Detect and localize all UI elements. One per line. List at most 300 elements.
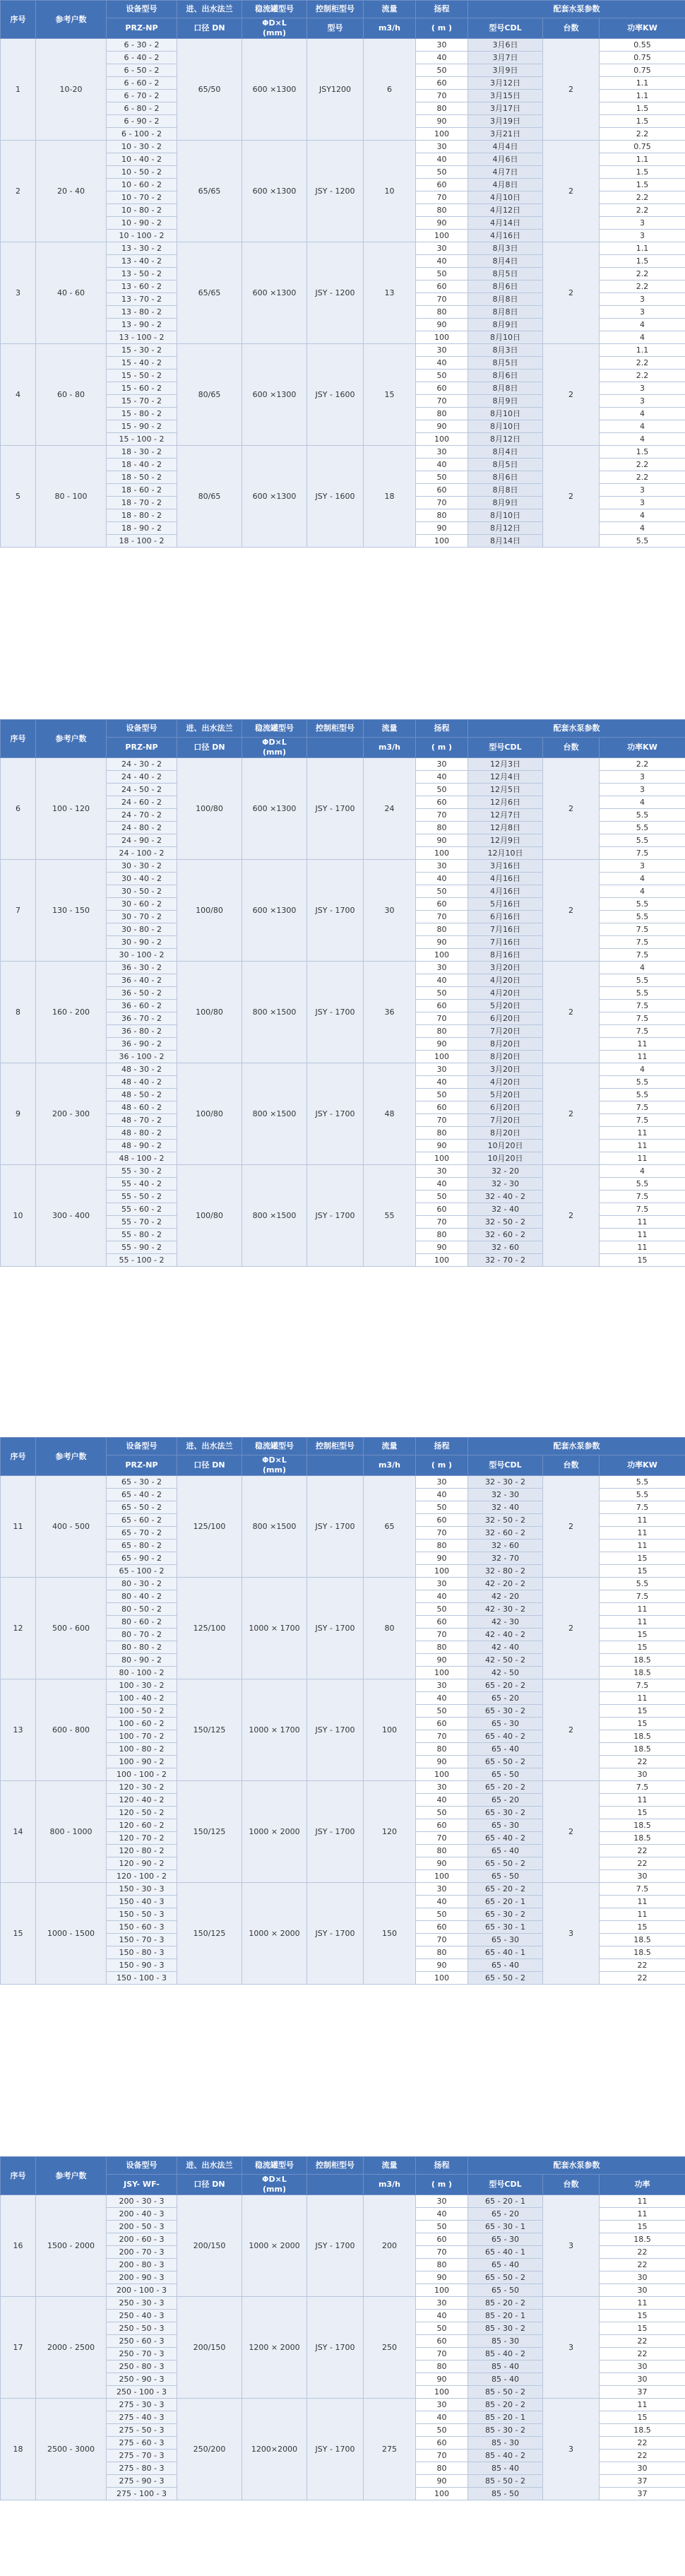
- cabinet-cell: JSY - 1700: [307, 1781, 364, 1883]
- pump-power-cell: 30: [600, 1768, 685, 1781]
- header-tank-dims: ΦD×L: [262, 738, 287, 747]
- pump-model-cell: 65 - 40 - 2: [468, 1730, 543, 1743]
- pump-power-cell: 11: [600, 1127, 685, 1140]
- pump-power-cell: 30: [600, 2373, 685, 2386]
- seq-cell: 2: [1, 141, 36, 242]
- pump-power-cell: 1.5: [600, 166, 685, 179]
- pump-power-cell: 11: [600, 1051, 685, 1063]
- seq-cell: 6: [1, 758, 36, 860]
- lift-cell: 100: [416, 1972, 468, 1985]
- pump-power-cell: 5.5: [600, 987, 685, 1000]
- seq-cell: 18: [1, 2399, 36, 2500]
- pump-model-cell: 3月21日: [468, 128, 543, 141]
- pump-model-cell: 65 - 30: [468, 1718, 543, 1730]
- model-cell: 13 - 40 - 2: [107, 255, 177, 268]
- model-cell: 55 - 90 - 2: [107, 1241, 177, 1254]
- pump-model-cell: 12月8日: [468, 822, 543, 834]
- lift-cell: 50: [416, 1705, 468, 1718]
- lift-cell: 80: [416, 822, 468, 834]
- flow-cell: 65: [364, 1476, 416, 1578]
- pump-model-cell: 65 - 40 - 1: [468, 2246, 543, 2259]
- table-row: [1, 1781, 685, 1794]
- pump-model-cell: 6月20日: [468, 1012, 543, 1025]
- lift-cell: 30: [416, 1578, 468, 1590]
- lift-cell: 60: [416, 179, 468, 191]
- pump-model-cell: 3月20日: [468, 962, 543, 974]
- model-cell: 250 - 50 - 3: [107, 2322, 177, 2335]
- pump-power-cell: 30: [600, 2462, 685, 2475]
- inout-cell: 150/125: [177, 1883, 242, 1985]
- header-pump-params: 配套水泵参数: [468, 2157, 685, 2175]
- pump-model-cell: 65 - 40: [468, 1845, 543, 1857]
- model-cell: 80 - 30 - 2: [107, 1578, 177, 1590]
- pump-model-cell: 65 - 40 - 2: [468, 1832, 543, 1845]
- table-row: [1, 1063, 685, 1076]
- households-cell: 10-20: [36, 39, 107, 141]
- model-cell: 250 - 40 - 3: [107, 2310, 177, 2322]
- model-cell: 55 - 50 - 2: [107, 1190, 177, 1203]
- lift-cell: 100: [416, 230, 468, 242]
- header-pump-model: 型号CDL: [468, 738, 543, 758]
- lift-cell: 60: [416, 77, 468, 90]
- model-cell: 100 - 50 - 2: [107, 1705, 177, 1718]
- households-cell: 20 - 40: [36, 141, 107, 242]
- header-tank: 稳流罐型号: [242, 1, 307, 18]
- households-cell: 130 - 150: [36, 860, 107, 962]
- model-cell: 36 - 40 - 2: [107, 974, 177, 987]
- model-cell: 120 - 50 - 2: [107, 1807, 177, 1819]
- pump-power-cell: 18.5: [600, 1832, 685, 1845]
- pump-model-cell: 8月8日: [468, 382, 543, 395]
- pump-model-cell: 8月5日: [468, 357, 543, 370]
- header-seq: 序号: [1, 720, 36, 758]
- pump-power-cell: 15: [600, 1552, 685, 1565]
- pump-power-cell: 0.55: [600, 39, 685, 52]
- model-cell: 15 - 90 - 2: [107, 420, 177, 433]
- header-lift: 扬程: [416, 2157, 468, 2175]
- pump-power-cell: 11: [600, 1603, 685, 1616]
- pump-power-cell: 1.5: [600, 179, 685, 191]
- pump-count-cell: 2: [543, 1476, 600, 1578]
- header-flow-unit: m3/h: [364, 18, 416, 39]
- pump-power-cell: 0.75: [600, 141, 685, 153]
- model-cell: 13 - 60 - 2: [107, 280, 177, 293]
- model-cell: 100 - 100 - 2: [107, 1768, 177, 1781]
- pump-power-cell: 5.5: [600, 1178, 685, 1190]
- households-cell: 80 - 100: [36, 446, 107, 548]
- pump-power-cell: 7.5: [600, 923, 685, 936]
- seq-cell: 14: [1, 1781, 36, 1883]
- lift-cell: 90: [416, 1756, 468, 1768]
- lift-cell: 80: [416, 1229, 468, 1241]
- lift-cell: 30: [416, 1883, 468, 1896]
- pump-power-cell: 4: [600, 522, 685, 535]
- model-cell: 48 - 80 - 2: [107, 1127, 177, 1140]
- pump-model-cell: 8月20日: [468, 1051, 543, 1063]
- inout-cell: 250/200: [177, 2399, 242, 2500]
- spec-table-group: [0, 1437, 685, 1985]
- seq-cell: 9: [1, 1063, 36, 1165]
- header-households: 参考户数: [36, 1438, 107, 1476]
- pump-power-cell: 18.5: [600, 1946, 685, 1959]
- lift-cell: 90: [416, 522, 468, 535]
- lift-cell: 100: [416, 128, 468, 141]
- header-pump-power: 功率: [600, 2175, 685, 2195]
- pump-model-cell: 8月10日: [468, 408, 543, 420]
- table-row: [1, 2297, 685, 2310]
- pump-power-cell: 15: [600, 2322, 685, 2335]
- pump-power-cell: 0.75: [600, 52, 685, 64]
- model-cell: 275 - 40 - 3: [107, 2411, 177, 2424]
- header-cabinet-sub: 型号: [307, 18, 364, 39]
- model-cell: 48 - 70 - 2: [107, 1114, 177, 1127]
- flow-cell: 18: [364, 446, 416, 548]
- header-lift: 扬程: [416, 1438, 468, 1455]
- pump-model-cell: 8月6日: [468, 370, 543, 382]
- pump-power-cell: 30: [600, 2361, 685, 2373]
- pump-model-cell: 85 - 50 - 2: [468, 2386, 543, 2399]
- cabinet-cell: JSY - 1700: [307, 758, 364, 860]
- header-model: 设备型号: [107, 1, 177, 18]
- lift-cell: 90: [416, 1857, 468, 1870]
- lift-cell: 40: [416, 974, 468, 987]
- lift-cell: 90: [416, 2475, 468, 2488]
- cabinet-cell: JSY - 1200: [307, 141, 364, 242]
- pump-model-cell: 85 - 30: [468, 2437, 543, 2450]
- lift-cell: 40: [416, 771, 468, 784]
- lift-cell: 40: [416, 1178, 468, 1190]
- header-model-prefix: JSY- WF-: [107, 2175, 177, 2195]
- model-cell: 10 - 50 - 2: [107, 166, 177, 179]
- model-cell: 30 - 70 - 2: [107, 911, 177, 923]
- model-cell: 100 - 80 - 2: [107, 1743, 177, 1756]
- pump-power-cell: 18.5: [600, 1654, 685, 1667]
- pump-power-cell: 11: [600, 1540, 685, 1552]
- flow-cell: 48: [364, 1063, 416, 1165]
- pump-model-cell: 32 - 80 - 2: [468, 1565, 543, 1578]
- pump-model-cell: 85 - 50: [468, 2488, 543, 2500]
- lift-cell: 70: [416, 497, 468, 509]
- cabinet-cell: JSY - 1600: [307, 344, 364, 446]
- pump-model-cell: 8月5日: [468, 268, 543, 280]
- pump-power-cell: 2.2: [600, 204, 685, 217]
- pump-power-cell: 5.5: [600, 809, 685, 822]
- pump-count-cell: 3: [543, 2195, 600, 2297]
- pump-power-cell: 3: [600, 217, 685, 230]
- tank-cell: 600 ×1300: [242, 446, 307, 548]
- header-tank: 稳流罐型号: [242, 2157, 307, 2175]
- pump-model-cell: 65 - 50 - 2: [468, 2271, 543, 2284]
- header-tank-sub: [242, 738, 307, 758]
- pump-model-cell: 65 - 20: [468, 2208, 543, 2221]
- lift-cell: 70: [416, 90, 468, 102]
- lift-cell: 50: [416, 1603, 468, 1616]
- lift-cell: 80: [416, 1025, 468, 1038]
- pump-model-cell: 32 - 50 - 2: [468, 1514, 543, 1527]
- header-flow: 流量: [364, 720, 416, 738]
- pump-count-cell: 3: [543, 1883, 600, 1985]
- pump-model-cell: 8月4日: [468, 446, 543, 459]
- lift-cell: 30: [416, 2399, 468, 2411]
- pump-power-cell: 7.5: [600, 1114, 685, 1127]
- model-cell: 65 - 50 - 2: [107, 1501, 177, 1514]
- lift-cell: 70: [416, 1934, 468, 1946]
- header-inout: 进、出水法兰: [177, 720, 242, 738]
- pump-power-cell: 11: [600, 2399, 685, 2411]
- model-cell: 13 - 80 - 2: [107, 306, 177, 319]
- lift-cell: 80: [416, 102, 468, 115]
- pump-model-cell: 32 - 20: [468, 1165, 543, 1178]
- pump-power-cell: 18.5: [600, 1667, 685, 1679]
- pump-model-cell: 12月10日: [468, 847, 543, 860]
- pump-model-cell: 32 - 60 - 2: [468, 1229, 543, 1241]
- pump-power-cell: 15: [600, 1565, 685, 1578]
- model-cell: 30 - 30 - 2: [107, 860, 177, 873]
- pump-model-cell: 65 - 30: [468, 1934, 543, 1946]
- pump-model-cell: 85 - 20 - 2: [468, 2399, 543, 2411]
- model-cell: 6 - 50 - 2: [107, 64, 177, 77]
- model-cell: 200 - 100 - 3: [107, 2284, 177, 2297]
- tank-cell: 1000 × 2000: [242, 1781, 307, 1883]
- pump-power-cell: 11: [600, 1692, 685, 1705]
- pump-model-cell: 32 - 60 - 2: [468, 1527, 543, 1540]
- pump-model-cell: 12月4日: [468, 771, 543, 784]
- model-cell: 150 - 60 - 3: [107, 1921, 177, 1934]
- flow-cell: 55: [364, 1165, 416, 1267]
- inout-cell: 125/100: [177, 1476, 242, 1578]
- header-pump-params: 配套水泵参数: [468, 1, 685, 18]
- pump-power-cell: 3: [600, 497, 685, 509]
- lift-cell: 30: [416, 1679, 468, 1692]
- cabinet-cell: JSY - 1200: [307, 242, 364, 344]
- tank-cell: 1000 × 1700: [242, 1679, 307, 1781]
- pump-model-cell: 4月8日: [468, 179, 543, 191]
- model-cell: 200 - 30 - 3: [107, 2195, 177, 2208]
- pump-model-cell: 4月7日: [468, 166, 543, 179]
- lift-cell: 30: [416, 962, 468, 974]
- lift-cell: 60: [416, 1921, 468, 1934]
- pump-power-cell: 4: [600, 873, 685, 885]
- model-cell: 18 - 50 - 2: [107, 471, 177, 484]
- header-cabinet: 控制柜型号: [307, 1, 364, 18]
- cabinet-cell: JSY - 1700: [307, 1883, 364, 1985]
- model-cell: 48 - 100 - 2: [107, 1152, 177, 1165]
- lift-cell: 70: [416, 2348, 468, 2361]
- lift-cell: 80: [416, 408, 468, 420]
- pump-model-cell: 42 - 30 - 2: [468, 1603, 543, 1616]
- model-cell: 24 - 60 - 2: [107, 796, 177, 809]
- header-lift-unit: ( m ): [416, 1455, 468, 1476]
- lift-cell: 70: [416, 293, 468, 306]
- table-row: [1, 962, 685, 974]
- lift-cell: 60: [416, 1514, 468, 1527]
- model-cell: 30 - 90 - 2: [107, 936, 177, 949]
- model-cell: 15 - 70 - 2: [107, 395, 177, 408]
- pump-power-cell: 15: [600, 1807, 685, 1819]
- pump-power-cell: 15: [600, 2310, 685, 2322]
- lift-cell: 90: [416, 1552, 468, 1565]
- lift-cell: 100: [416, 1768, 468, 1781]
- model-cell: 30 - 40 - 2: [107, 873, 177, 885]
- pump-power-cell: 15: [600, 2221, 685, 2233]
- pump-power-cell: 37: [600, 2386, 685, 2399]
- pump-model-cell: 7月20日: [468, 1025, 543, 1038]
- model-cell: 10 - 90 - 2: [107, 217, 177, 230]
- lift-cell: 50: [416, 2322, 468, 2335]
- households-cell: 60 - 80: [36, 344, 107, 446]
- tank-cell: 1200 × 2000: [242, 2297, 307, 2399]
- pump-model-cell: 32 - 30: [468, 1178, 543, 1190]
- lift-cell: 40: [416, 1590, 468, 1603]
- pump-power-cell: 4: [600, 1063, 685, 1076]
- header-tank-unit: (mm): [263, 2185, 286, 2194]
- model-cell: 36 - 30 - 2: [107, 962, 177, 974]
- header-pump-params: 配套水泵参数: [468, 720, 685, 738]
- pump-power-cell: 1.1: [600, 242, 685, 255]
- model-cell: 30 - 100 - 2: [107, 949, 177, 962]
- households-cell: 40 - 60: [36, 242, 107, 344]
- lift-cell: 80: [416, 509, 468, 522]
- model-cell: 10 - 60 - 2: [107, 179, 177, 191]
- pump-count-cell: 2: [543, 1063, 600, 1165]
- lift-cell: 60: [416, 1101, 468, 1114]
- cabinet-cell: JSY - 1700: [307, 962, 364, 1063]
- model-cell: 275 - 80 - 3: [107, 2462, 177, 2475]
- lift-cell: 60: [416, 382, 468, 395]
- lift-cell: 70: [416, 1527, 468, 1540]
- pump-power-cell: 5.5: [600, 911, 685, 923]
- model-cell: 275 - 100 - 3: [107, 2488, 177, 2500]
- pump-power-cell: 3: [600, 771, 685, 784]
- lift-cell: 90: [416, 115, 468, 128]
- pump-power-cell: 4: [600, 1165, 685, 1178]
- pump-count-cell: 2: [543, 1679, 600, 1781]
- pump-power-cell: 3: [600, 860, 685, 873]
- tank-cell: 800 ×1500: [242, 962, 307, 1063]
- lift-cell: 60: [416, 2437, 468, 2450]
- cabinet-cell: JSY - 1700: [307, 2195, 364, 2297]
- pump-power-cell: 5.5: [600, 822, 685, 834]
- pump-power-cell: 22: [600, 2437, 685, 2450]
- pump-power-cell: 7.5: [600, 1101, 685, 1114]
- header-households: 参考户数: [36, 1, 107, 39]
- pump-power-cell: 11: [600, 1527, 685, 1540]
- pump-power-cell: 3: [600, 230, 685, 242]
- pump-power-cell: 1.1: [600, 153, 685, 166]
- households-cell: 400 - 500: [36, 1476, 107, 1578]
- lift-cell: 90: [416, 936, 468, 949]
- pump-model-cell: 12月5日: [468, 784, 543, 796]
- header-model-prefix: PRZ-NP: [107, 738, 177, 758]
- lift-cell: 50: [416, 370, 468, 382]
- pump-count-cell: 2: [543, 242, 600, 344]
- lift-cell: 50: [416, 784, 468, 796]
- pump-model-cell: 3月19日: [468, 115, 543, 128]
- table-row: [1, 344, 685, 357]
- pump-power-cell: 1.1: [600, 90, 685, 102]
- pump-power-cell: 15: [600, 1629, 685, 1641]
- cabinet-cell: JSY - 1700: [307, 1165, 364, 1267]
- pump-model-cell: 3月9日: [468, 64, 543, 77]
- pump-model-cell: 8月10日: [468, 331, 543, 344]
- header-seq: 序号: [1, 2157, 36, 2195]
- header-lift: 扬程: [416, 720, 468, 738]
- header-inout: 进、出水法兰: [177, 2157, 242, 2175]
- seq-cell: 12: [1, 1578, 36, 1679]
- pump-power-cell: 4: [600, 319, 685, 331]
- cabinet-cell: JSY - 1700: [307, 1063, 364, 1165]
- model-cell: 80 - 90 - 2: [107, 1654, 177, 1667]
- pump-model-cell: 65 - 20 - 1: [468, 1896, 543, 1908]
- pump-power-cell: 7.5: [600, 1012, 685, 1025]
- header-seq: 序号: [1, 1, 36, 39]
- model-cell: 24 - 50 - 2: [107, 784, 177, 796]
- header-pump-power: 功率KW: [600, 738, 685, 758]
- lift-cell: 70: [416, 1114, 468, 1127]
- header-row: [1, 720, 685, 738]
- model-cell: 120 - 60 - 2: [107, 1819, 177, 1832]
- pump-model-cell: 85 - 50 - 2: [468, 2475, 543, 2488]
- model-cell: 13 - 30 - 2: [107, 242, 177, 255]
- table-row: [1, 39, 685, 52]
- pump-model-cell: 65 - 50 - 2: [468, 1972, 543, 1985]
- spec-table-group: [0, 0, 685, 548]
- model-cell: 48 - 40 - 2: [107, 1076, 177, 1089]
- lift-cell: 60: [416, 1203, 468, 1216]
- pump-model-cell: 42 - 20: [468, 1590, 543, 1603]
- pump-power-cell: 11: [600, 1216, 685, 1229]
- lift-cell: 90: [416, 420, 468, 433]
- model-cell: 30 - 80 - 2: [107, 923, 177, 936]
- table-row: [1, 242, 685, 255]
- pump-power-cell: 5.5: [600, 974, 685, 987]
- pump-model-cell: 10月20日: [468, 1140, 543, 1152]
- lift-cell: 30: [416, 242, 468, 255]
- model-cell: 100 - 90 - 2: [107, 1756, 177, 1768]
- pump-model-cell: 3月20日: [468, 1063, 543, 1076]
- seq-cell: 7: [1, 860, 36, 962]
- pump-count-cell: 2: [543, 1578, 600, 1679]
- pump-model-cell: 3月12日: [468, 77, 543, 90]
- header-cabinet-sub: [307, 1455, 364, 1476]
- model-cell: 6 - 80 - 2: [107, 102, 177, 115]
- pump-model-cell: 32 - 40: [468, 1501, 543, 1514]
- pump-power-cell: 4: [600, 420, 685, 433]
- header-tank-unit: (mm): [263, 748, 286, 757]
- model-cell: 30 - 60 - 2: [107, 898, 177, 911]
- model-cell: 10 - 100 - 2: [107, 230, 177, 242]
- model-cell: 48 - 30 - 2: [107, 1063, 177, 1076]
- pump-count-cell: 2: [543, 344, 600, 446]
- pump-model-cell: 4月16日: [468, 885, 543, 898]
- table-row: [1, 1679, 685, 1692]
- header-pump-params: 配套水泵参数: [468, 1438, 685, 1455]
- model-cell: 36 - 100 - 2: [107, 1051, 177, 1063]
- model-cell: 275 - 50 - 3: [107, 2424, 177, 2437]
- header-inout-sub: 口径 DN: [177, 2175, 242, 2195]
- pump-power-cell: 1.5: [600, 446, 685, 459]
- pump-power-cell: 15: [600, 2411, 685, 2424]
- lift-cell: 40: [416, 1489, 468, 1501]
- pump-power-cell: 22: [600, 2335, 685, 2348]
- header-cabinet: 控制柜型号: [307, 720, 364, 738]
- pump-count-cell: 3: [543, 2399, 600, 2500]
- header-tank-dims: ΦD×L: [262, 18, 287, 28]
- pump-model-cell: 85 - 40: [468, 2462, 543, 2475]
- pump-model-cell: 65 - 50 - 2: [468, 1857, 543, 1870]
- header-inout: 进、出水法兰: [177, 1, 242, 18]
- model-cell: 150 - 90 - 3: [107, 1959, 177, 1972]
